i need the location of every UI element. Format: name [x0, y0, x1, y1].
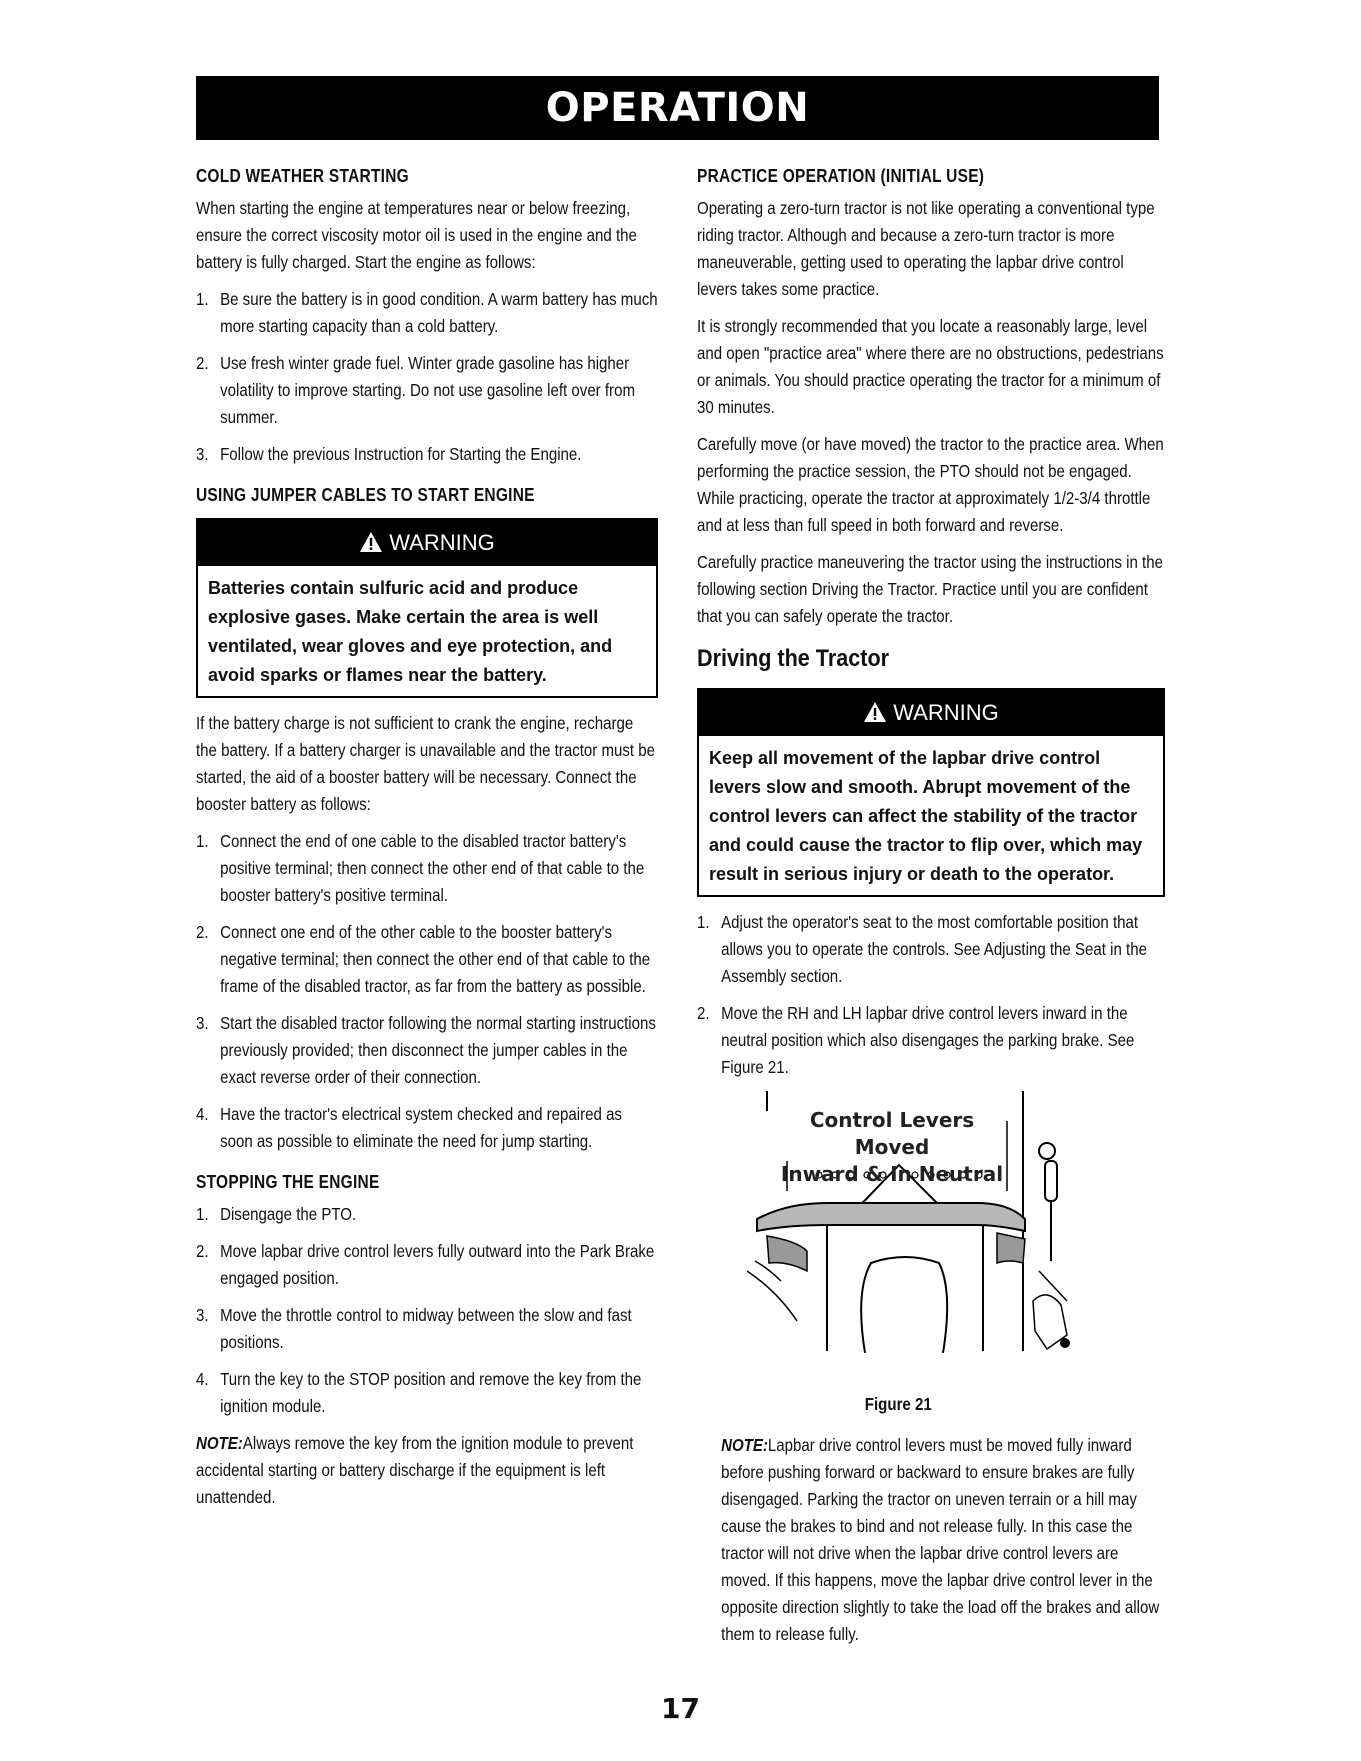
warning-text: Keep all movement of the lapbar drive control levers slow and smooth. Abrupt movement of the control levers can affect the stability of the tractor and could cause the tractor to flip over, which may result in serious injury or death to the operator.	[709, 748, 1143, 884]
practice-heading: PRACTICE OPERATION (INITIAL USE)	[697, 166, 985, 186]
right-column	[697, 163, 1165, 1658]
driving-warning-box	[697, 688, 1165, 897]
list-item: 2. Connect one end of the other cable to the booster battery's negative terminal; then connect the other end of that cable to the frame of the disabled tractor, as far from the battery as possible.	[196, 922, 651, 996]
warning-triangle-icon	[359, 531, 383, 553]
list-item: 1. Disengage the PTO.	[196, 1204, 357, 1224]
left-column	[196, 163, 658, 1521]
practice-paragraph: Operating a zero-turn tractor is not like operating a conventional type riding tractor. Although and because a zero-turn tractor is more maneuverable, getting used to operating the lapbar drive control levers takes some practice.	[697, 198, 1155, 299]
list-item: 2. Move the RH and LH lapbar drive control levers inward in the neutral position which also disengages the parking brake. See Figure 21.	[697, 1003, 1135, 1077]
battery-warning-box	[196, 518, 658, 698]
list-item: 3. Start the disabled tractor following the normal starting instructions previously provided; then disconnect the jumper cables in the exact reverse order of their connection.	[196, 1013, 656, 1087]
stopping-note: NOTE:Always remove the key from the ignition module to prevent accidental starting or battery discharge if the equipment is left unattended.	[196, 1433, 634, 1507]
warning-header	[198, 520, 656, 566]
jumper-steps	[196, 828, 658, 1155]
warning-text: Batteries contain sulfuric acid and produce explosive gases. Make certain the area is well ventilated, wear gloves and eye protection, and avoid sparks or flames near the battery.	[208, 578, 613, 685]
practice-paragraph: Carefully move (or have moved) the tractor to the practice area. When performing the practice session, the PTO should not be engaged. While practicing, operate the tractor at approximately 1/2-3/4 throttle and at less than full speed in both forward and reverse.	[697, 434, 1164, 535]
figure-21-illustration	[747, 1091, 1077, 1381]
driving-heading: Driving the Tractor	[697, 645, 890, 672]
warning-triangle-icon	[863, 701, 887, 723]
stopping-steps	[196, 1201, 658, 1420]
cold-weather-intro: When starting the engine at temperatures near or below freezing, ensure the correct viscosity motor oil is used in the engine and the battery is fully charged. Start the engine as follows:	[196, 198, 637, 272]
list-item: 4. Have the tractor's electrical system checked and repaired as soon as possible to eliminate the need for jump starting.	[196, 1104, 622, 1151]
list-item: 2. Move lapbar drive control levers fully outward into the Park Brake engaged position.	[196, 1241, 655, 1288]
list-item: 3. Move the throttle control to midway between the slow and fast positions.	[196, 1305, 632, 1352]
jumper-intro: If the battery charge is not sufficient to crank the engine, recharge the battery. If a battery charger is unavailable and the tractor must be started, the aid of a booster battery will be necessary. Connect the booster battery as follows:	[196, 713, 655, 814]
stopping-heading: STOPPING THE ENGINE	[196, 1172, 380, 1192]
driving-note: NOTE:Lapbar drive control levers must be moved fully inward before pushing forward or backward to ensure brakes are fully disengaged. Parking the tractor on uneven terrain or a hill may cause the brakes to bind and not release fully. In this case the tractor will not drive when the lapbar drive control levers are moved. If this happens, move the lapbar drive control lever in the opposite direction slightly to take the load off the brakes and allow them to release fully.	[721, 1435, 1160, 1644]
jumper-heading: USING JUMPER CABLES TO START ENGINE	[196, 485, 535, 505]
page-number: 17	[661, 1692, 700, 1725]
list-item: 2. Use fresh winter grade fuel. Winter grade gasoline has higher volatility to improve starting. Do not use gasoline left over from summer.	[196, 353, 635, 427]
practice-paragraph: It is strongly recommended that you locate a reasonably large, level and open "practice area" where there are no obstructions, pedestrians or animals. You should practice operating the tractor for a minimum of 30 minutes.	[697, 316, 1164, 417]
list-item: 3. Follow the previous Instruction for Starting the Engine.	[196, 444, 582, 464]
practice-paragraph: Carefully practice maneuvering the tractor using the instructions in the following section Driving the Tractor. Practice until you are confident that you can safely operate the tractor.	[697, 552, 1163, 626]
warning-header	[699, 690, 1163, 736]
list-item: 1. Adjust the operator's seat to the most comfortable position that allows you to operate the controls. See Adjusting the Seat in the Assembly section.	[697, 912, 1147, 986]
list-item: 1. Connect the end of one cable to the disabled tractor battery's positive terminal; then connect the other end of that cable to the booster battery's positive terminal.	[196, 831, 645, 905]
cold-weather-heading: COLD WEATHER STARTING	[196, 166, 409, 186]
cold-weather-steps	[196, 286, 658, 468]
list-item: 1. Be sure the battery is in good condition. A warm battery has much more starting capacity than a cold battery.	[196, 289, 658, 336]
list-item: 4. Turn the key to the STOP position and remove the key from the ignition module.	[196, 1369, 642, 1416]
driving-steps	[697, 909, 1165, 1081]
warning-title: WARNING	[389, 530, 495, 555]
warning-title: WARNING	[893, 700, 999, 725]
section-banner: OPERATION	[196, 76, 1159, 140]
figure-caption: Figure 21	[864, 1394, 932, 1414]
figure-callout-label: Control Levers Moved Inward & In Neutral	[780, 1108, 1004, 1186]
